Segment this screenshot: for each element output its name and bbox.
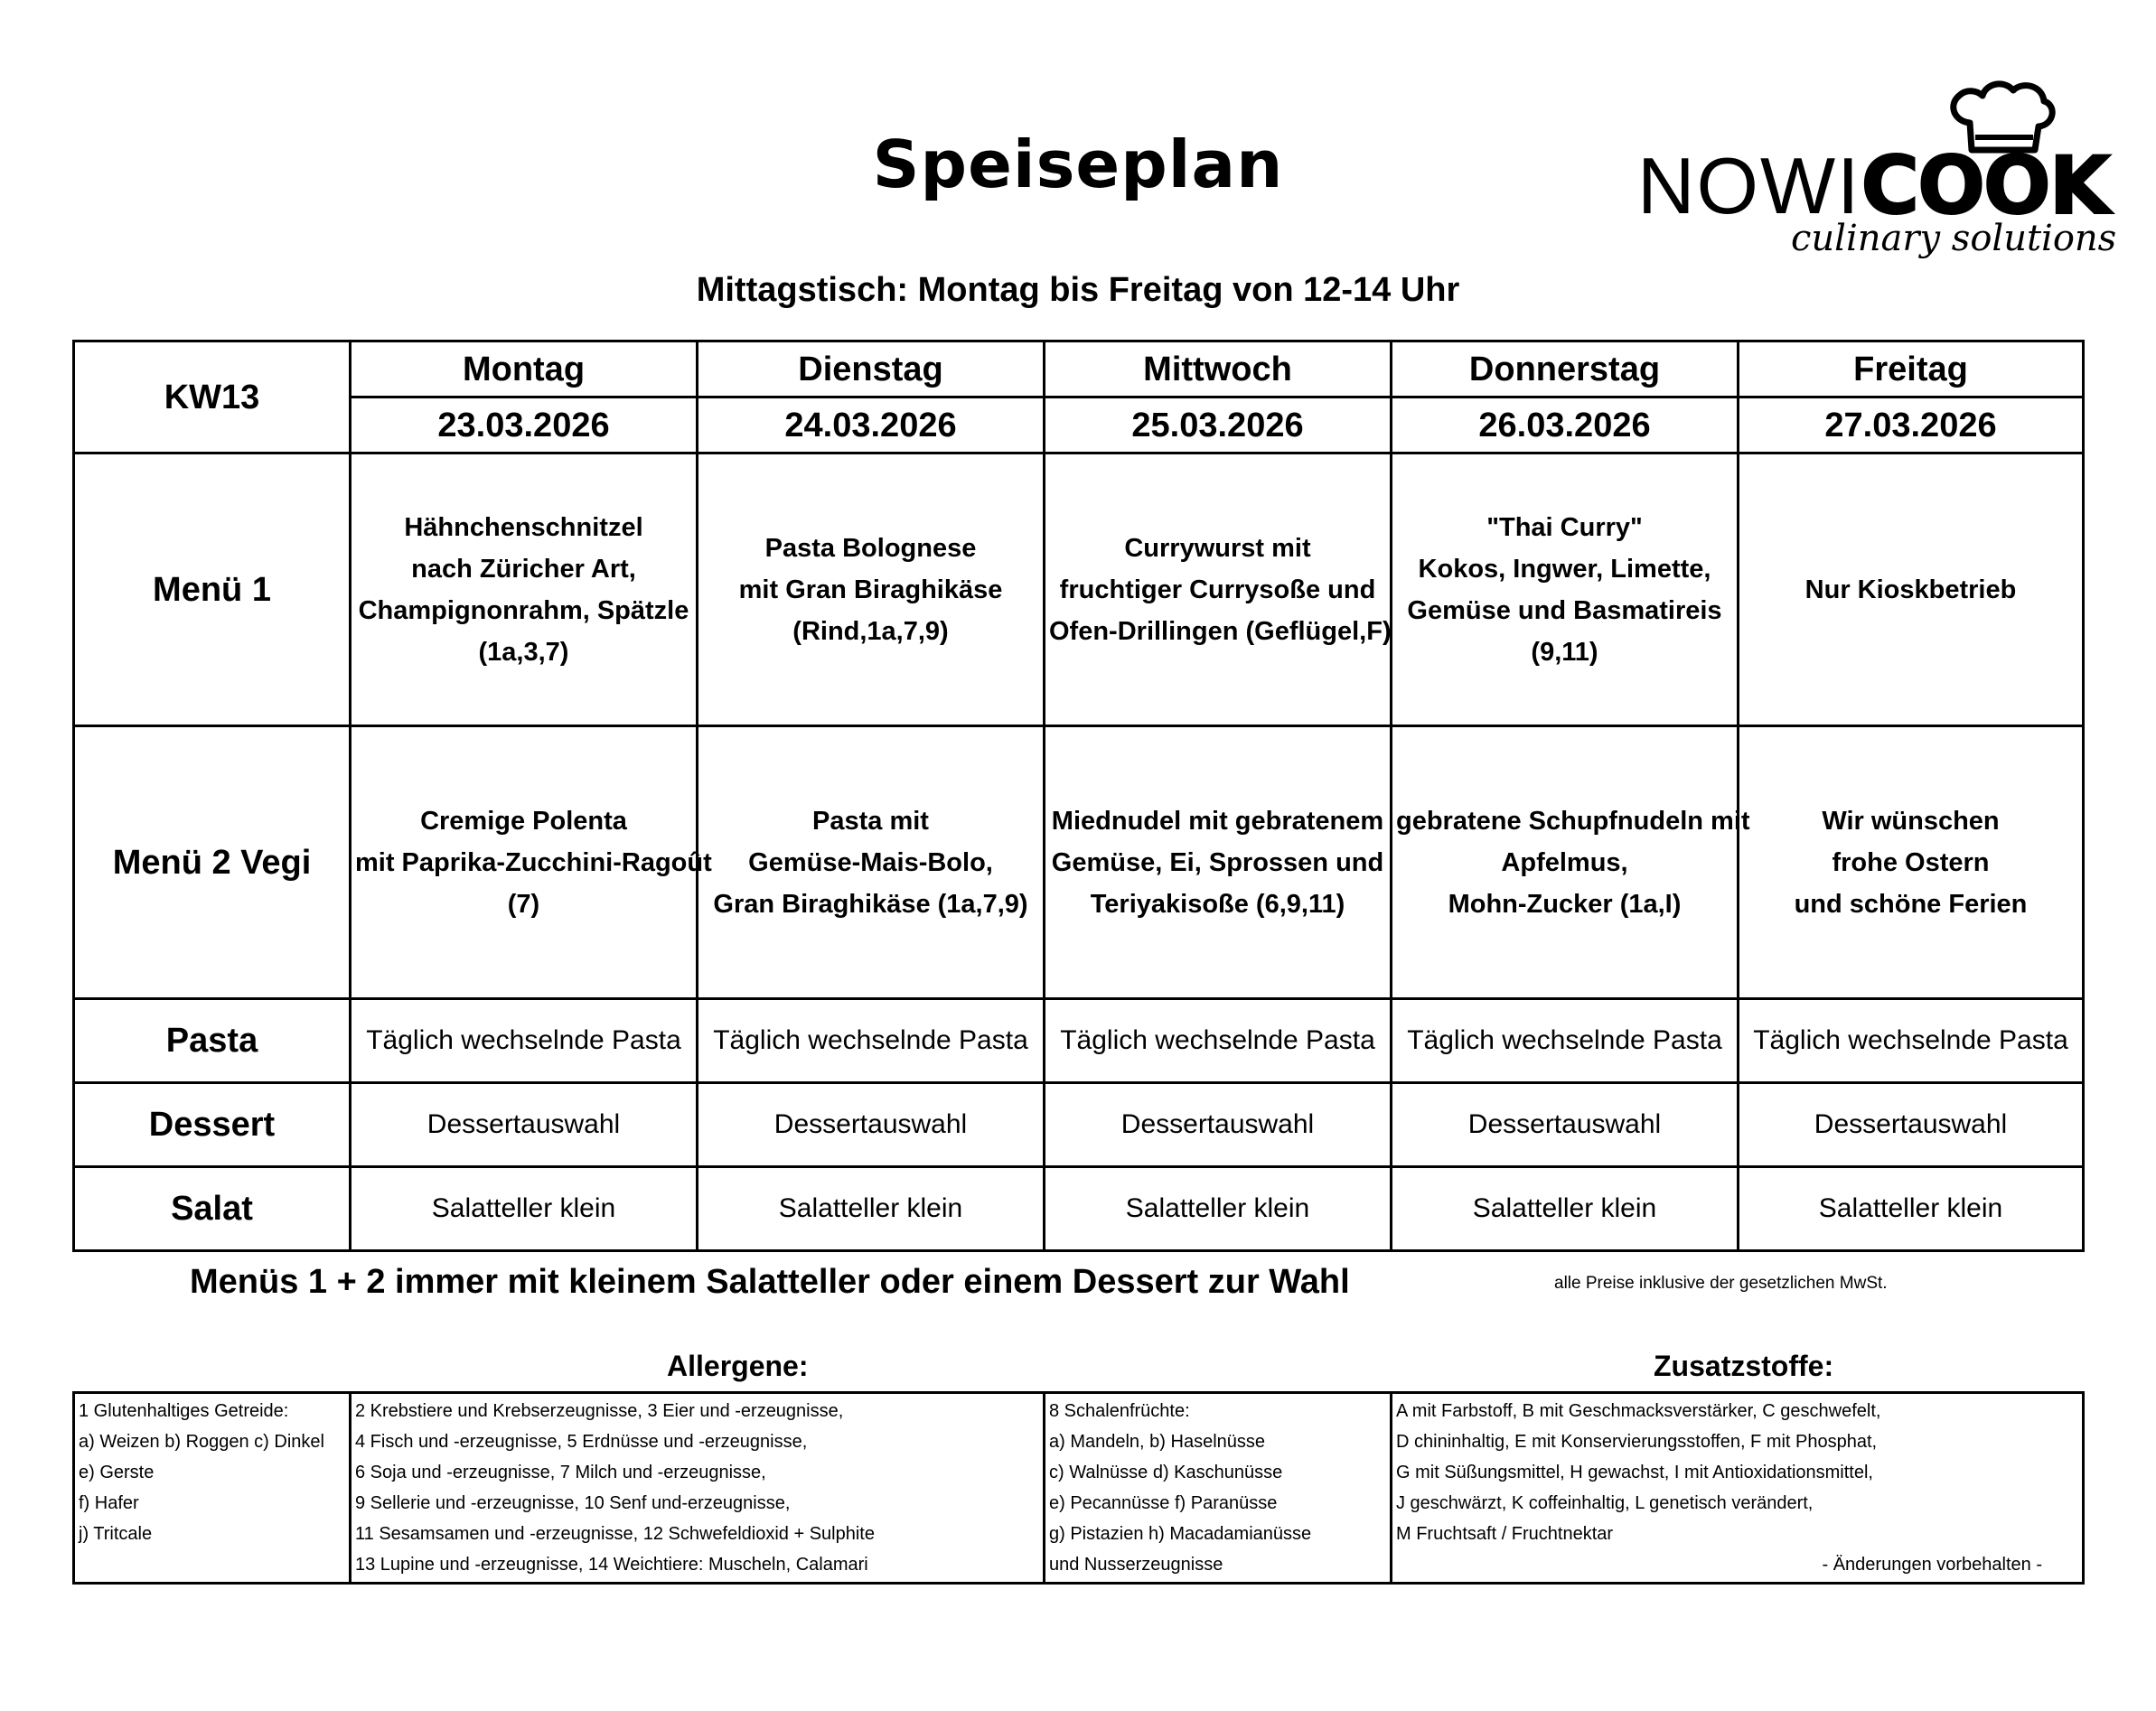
legend-line: 6 Soja und -erzeugnisse, 7 Milch und -erzeugnisse, [355,1463,766,1482]
menu2-cell [351,726,712,999]
dish-line: (7) [507,889,540,919]
pasta-row [74,999,2084,1083]
dish-line: gebratene Schupfnudeln mit [1396,806,1750,836]
day-names-row [74,341,2084,397]
pasta-cell: Täglich wechselnde Pasta [698,999,1045,1083]
dish-line: Gemüse-Mais-Bolo, [748,847,993,877]
zusatzstoffe-heading: Zusatzstoffe: [1654,1350,1834,1382]
menu1-cell [698,453,1045,726]
dish-line: mit Gran Biraghikäse [738,575,1003,604]
salat-cell: Salatteller klein [351,1167,698,1251]
legend-line: c) Walnüsse d) Kaschunüsse [1049,1463,1283,1482]
salat-row [74,1167,2084,1251]
legend-line: M Fruchtsaft / Fruchtnektar [1396,1524,1614,1544]
dessert-cell: Dessertauswahl [698,1083,1045,1167]
dessert-row [74,1083,2084,1167]
dish-line: Kokos, Ingwer, Limette, [1418,554,1711,584]
dish-line: Pasta mit [812,806,929,836]
menu1-cell [1045,453,1392,726]
legend-line: g) Pistazien h) Macadamianüsse [1049,1524,1312,1544]
pasta-cell: Täglich wechselnde Pasta [351,999,698,1083]
disclaimer: - Änderungen vorbehalten - [1822,1555,2042,1575]
legend-line: e) Gerste [79,1463,155,1482]
dish-line: (Rind,1a,7,9) [792,616,949,646]
dish-line: Nur Kioskbetrieb [1804,575,2017,604]
dessert-cell: Dessertauswahl [1392,1083,1739,1167]
legend-line: e) Pecannüsse f) Paranüsse [1049,1493,1278,1513]
legend-line: 8 Schalenfrüchte: [1049,1401,1190,1421]
opening-hours: Mittagstisch: Montag bis Freitag von 12-14 Uhr [696,271,1460,309]
dessert-label: Dessert [74,1083,351,1167]
salat-cell: Salatteller klein [698,1167,1045,1251]
logo-tagline: culinary solutions [1791,218,2117,259]
dish-line: Pasta Bolognese [764,533,977,563]
logo-part1: NOWI [1637,141,1861,230]
vat-note: alle Preise inklusive der gesetzlichen MwSt. [1554,1274,1888,1293]
legend-line: J geschwärzt, K coffeinhaltig, L genetisch verändert, [1396,1493,1814,1513]
dish-line: Miednudel mit gebratenem [1051,806,1384,836]
legend-line: f) Hafer [79,1493,139,1513]
menu1-cell [1392,453,1739,726]
nowicook-logo [1637,78,2117,259]
menu1-cell [1739,453,2084,726]
dish-line: (9,11) [1531,637,1598,667]
dish-line: nach Züricher Art, [411,554,636,584]
week-label: KW13 [74,341,351,453]
dish-line: und schöne Ferien [1794,889,2028,919]
day-name: Freitag [1739,341,2084,397]
legend-line: a) Weizen b) Roggen c) Dinkel [79,1432,324,1452]
dish-line: Hähnchenschnitzel [404,512,643,542]
dish-line: Apfelmus, [1501,847,1628,877]
legend-nuts [1045,1393,1392,1584]
page-title: Speiseplan [872,126,1284,202]
day-name: Mittwoch [1045,341,1392,397]
menu1-label: Menü 1 [74,453,351,726]
legend-line: und Nusserzeugnisse [1049,1555,1223,1575]
menu2-cell [1739,726,2084,999]
legend-line: 11 Sesamsamen und -erzeugnisse, 12 Schwefeldioxid + Sulphite [355,1524,875,1544]
dish-line: Gran Biraghikäse (1a,7,9) [713,889,1028,919]
salat-cell: Salatteller klein [1392,1167,1739,1251]
dish-line: mit Paprika-Zucchini-Ragoût [355,847,712,877]
day-date: 25.03.2026 [1045,397,1392,453]
menu-table [72,340,2085,1252]
legend-allergens [351,1393,1045,1584]
menu-note: Menüs 1 + 2 immer mit kleinem Salatteller oder einem Dessert zur Wahl [190,1263,1350,1301]
dish-line: Gemüse, Ei, Sprossen und [1051,847,1384,877]
menu1-cell [351,453,698,726]
pasta-cell: Täglich wechselnde Pasta [1045,999,1392,1083]
menu2-cell [698,726,1045,999]
dish-line: Gemüse und Basmatireis [1407,595,1722,625]
pasta-cell: Täglich wechselnde Pasta [1392,999,1739,1083]
salat-label: Salat [74,1167,351,1251]
legend-line: D chininhaltig, E mit Konservierungsstoffen, F mit Phosphat, [1396,1432,1878,1452]
day-name: Donnerstag [1392,341,1739,397]
legend-additives [1392,1393,2084,1584]
dessert-cell: Dessertauswahl [351,1083,698,1167]
dish-line: Currywurst mit [1124,533,1311,563]
legend-line: j) Tritcale [79,1524,153,1544]
day-date: 27.03.2026 [1739,397,2084,453]
legend-line: a) Mandeln, b) Haselnüsse [1049,1432,1266,1452]
legend-table [72,1391,2085,1585]
menu1-row [74,453,2084,726]
dish-line: Ofen-Drillingen (Geflügel,F) [1049,616,1392,646]
legend-line: 9 Sellerie und -erzeugnisse, 10 Senf und-erzeugnisse, [355,1493,791,1513]
allergene-heading: Allergene: [667,1350,809,1382]
dish-line: Cremige Polenta [420,806,627,836]
legend-line: G mit Süßungsmittel, H gewachst, I mit Antioxidationsmittel, [1396,1463,1873,1482]
dessert-cell: Dessertauswahl [1045,1083,1392,1167]
dish-line: "Thai Curry" [1486,512,1643,542]
menu2-row [74,726,2084,999]
day-name: Montag [351,341,698,397]
dessert-cell: Dessertauswahl [1739,1083,2084,1167]
salat-cell: Salatteller klein [1739,1167,2084,1251]
dish-line: Wir wünschen [1822,806,2000,836]
menu2-cell [1392,726,1750,999]
dates-row [74,397,2084,453]
dish-line: Champignonrahm, Spätzle [358,595,689,625]
pasta-cell: Täglich wechselnde Pasta [1739,999,2084,1083]
salat-cell: Salatteller klein [1045,1167,1392,1251]
legend-gluten [74,1393,351,1584]
legend-line: 1 Glutenhaltiges Getreide: [79,1401,289,1421]
dish-line: Teriyakisoße (6,9,11) [1090,889,1345,919]
day-date: 26.03.2026 [1392,397,1739,453]
dish-line: Mohn-Zucker (1a,I) [1448,889,1682,919]
menu2-label: Menü 2 Vegi [74,726,351,999]
day-name: Dienstag [698,341,1045,397]
legend-line: 4 Fisch und -erzeugnisse, 5 Erdnüsse und -erzeugnisse, [355,1432,808,1452]
day-date: 24.03.2026 [698,397,1045,453]
dish-line: frohe Ostern [1832,847,1990,877]
menu2-cell [1045,726,1392,999]
legend-line: 13 Lupine und -erzeugnisse, 14 Weichtiere: Muscheln, Calamari [355,1555,868,1575]
dish-line: fruchtiger Currysoße und [1059,575,1376,604]
legend-line: 2 Krebstiere und Krebserzeugnisse, 3 Eier und -erzeugnisse, [355,1401,844,1421]
dish-line: (1a,3,7) [478,637,569,667]
day-date: 23.03.2026 [351,397,698,453]
logo-part2: COOK [1861,139,2109,232]
pasta-label: Pasta [74,999,351,1083]
legend-line: A mit Farbstoff, B mit Geschmacksverstärker, C geschwefelt, [1396,1401,1881,1421]
